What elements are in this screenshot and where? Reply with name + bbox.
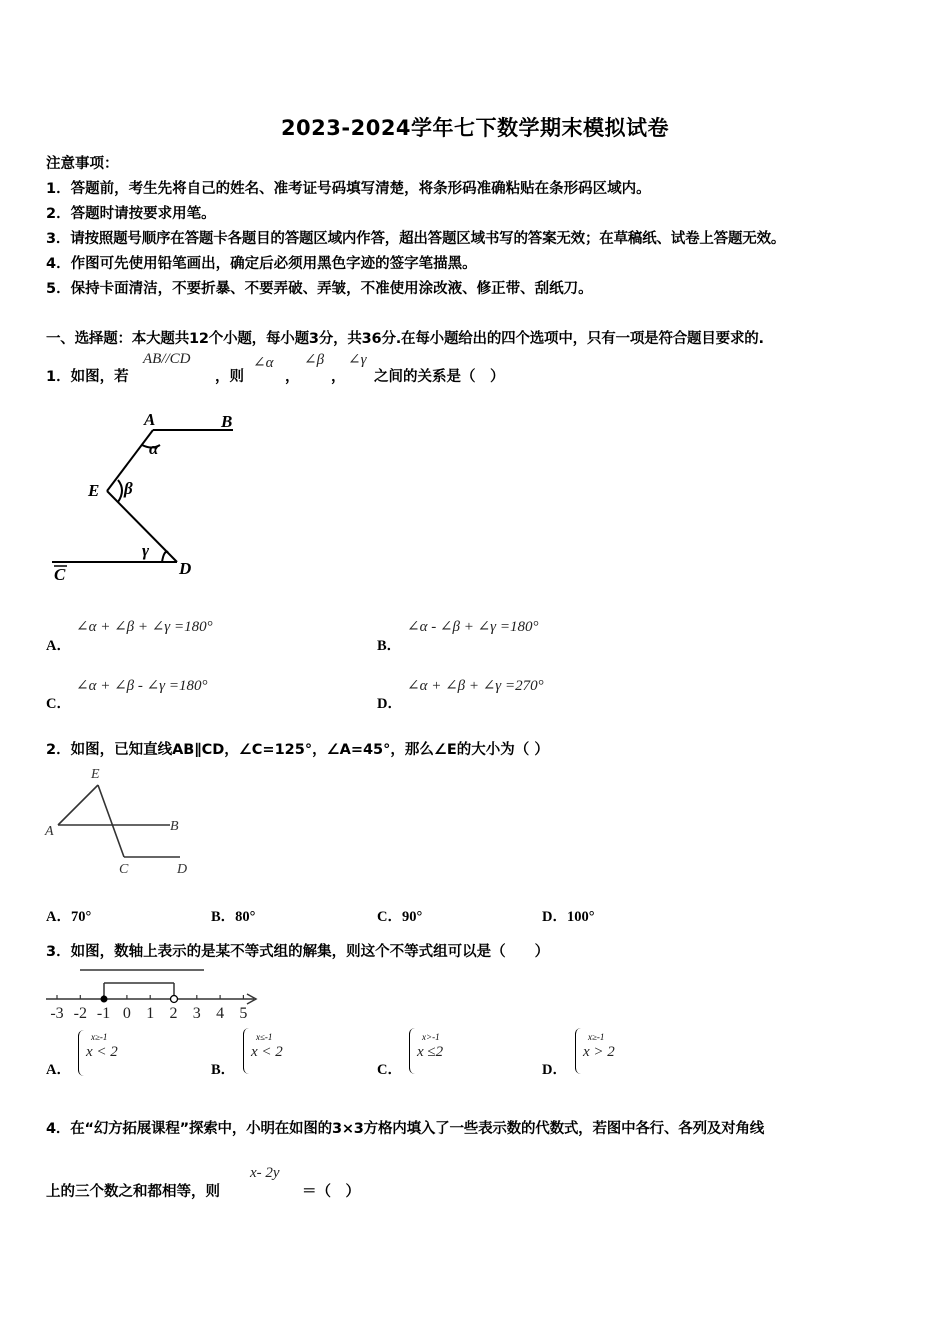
q1-option-b-label[interactable]: B． <box>377 638 402 654</box>
label-b: B <box>221 412 233 431</box>
q1-option-c[interactable]: ∠α + ∠β - ∠γ =180° <box>76 678 208 694</box>
q3-option-d-bottom[interactable]: x > 2 <box>583 1044 615 1060</box>
arc-beta <box>118 480 122 502</box>
q2-option-c[interactable]: C．90° <box>377 909 423 925</box>
label-alpha: α <box>149 439 159 458</box>
label-c: C <box>54 565 66 584</box>
q3-option-a-top: x≥-1 <box>91 1032 108 1042</box>
q3-option-c-bottom[interactable]: x ≤2 <box>417 1044 444 1060</box>
tick-label: -1 <box>96 1005 111 1022</box>
q3-option-d-label[interactable]: D． <box>542 1062 567 1078</box>
q1-sep: ， <box>331 369 346 385</box>
q1-mid: ，则 <box>215 369 244 385</box>
q1-option-a-label[interactable]: A． <box>46 638 71 654</box>
q2-option-b[interactable]: B．80° <box>211 909 256 925</box>
q1-sep: ， <box>285 369 300 385</box>
tick-label: 5 <box>239 1005 248 1022</box>
label-d: D <box>177 862 188 877</box>
label-beta: β <box>124 479 133 498</box>
tick-label: 0 <box>122 1005 131 1022</box>
label-e: E <box>91 767 100 782</box>
q3-option-a-bottom[interactable]: x < 2 <box>86 1044 118 1060</box>
tick-label: 2 <box>169 1005 178 1022</box>
notice-heading: 注意事项： <box>46 156 119 172</box>
page-title: 2023-2024学年七下数学期末模拟试卷 <box>280 116 670 140</box>
q1-option-d-label[interactable]: D． <box>377 696 402 712</box>
label-c: C <box>119 862 129 877</box>
q4-line1: 4．在“幻方拓展课程”探索中，小明在如图的3×3方格内填入了一些表示数的代数式，若图中各行、各列及对角线 <box>46 1121 765 1137</box>
q1-suffix: 之间的关系是（ ） <box>374 369 505 385</box>
q1-option-d[interactable]: ∠α + ∠β + ∠γ =270° <box>407 678 544 694</box>
q1-angle-alpha: ∠α <box>253 355 274 371</box>
q3-option-b-label[interactable]: B． <box>211 1062 236 1078</box>
notice-item: 3．请按照题号顺序在答题卡各题目的答题区域内作答，超出答题区域书写的答案无效；在草稿纸、试卷上答题无效。 <box>46 231 786 247</box>
tick-label: 3 <box>192 1005 201 1022</box>
notice-item: 5．保持卡面清洁，不要折暴、不要弄破、弄皱，不准使用涂改液、修正带、刮纸刀。 <box>46 281 593 297</box>
q1-figure <box>40 400 270 590</box>
q3-option-d-top: x≥-1 <box>588 1032 605 1042</box>
q3-option-b-top: x≤-1 <box>256 1032 273 1042</box>
tick-label: -2 <box>73 1005 87 1022</box>
q2-figure <box>40 762 200 880</box>
label-a: A <box>45 824 54 839</box>
open-point <box>171 996 178 1003</box>
q1-prefix: 1．如图，若 <box>46 369 129 385</box>
q4-expression: x- 2y <box>250 1165 280 1181</box>
q4-line2-suffix: ＝（ ） <box>302 1184 360 1200</box>
notice-item: 1．答题前，考生先将自己的姓名、准考证号码填写清楚，将条形码准确粘贴在条形码区域内。 <box>46 181 651 197</box>
label-b: B <box>170 819 179 834</box>
section-heading: 一、选择题：本大题共12个小题，每小题3分，共36分.在每小题给出的四个选项中，只有一项是符合题目要求的. <box>46 331 764 347</box>
q2-option-a[interactable]: A．70° <box>46 909 92 925</box>
q1-option-b[interactable]: ∠α - ∠β + ∠γ =180° <box>407 619 539 635</box>
tick-label: 1 <box>146 1005 155 1022</box>
q3-option-b-bottom[interactable]: x < 2 <box>251 1044 283 1060</box>
label-gamma: γ <box>142 541 150 560</box>
notice-item: 2．答题时请按要求用笔。 <box>46 206 216 222</box>
notice-item: 4．作图可先使用铅笔画出，确定后必须用黑色字迹的签字笔描黑。 <box>46 256 477 272</box>
q2-option-d[interactable]: D．100° <box>542 909 595 925</box>
q1-angle-gamma: ∠γ <box>348 352 367 368</box>
closed-point <box>101 996 108 1003</box>
q3-option-c-top: x>-1 <box>422 1032 440 1042</box>
q3-text: 3．如图，数轴上表示的是某不等式组的解集，则这个不等式组可以是（ ） <box>46 944 550 960</box>
q4-line2-prefix: 上的三个数之和都相等，则 <box>46 1184 220 1200</box>
q1-option-c-label[interactable]: C． <box>46 696 71 712</box>
label-a: A <box>144 410 156 429</box>
label-d: D <box>179 559 192 578</box>
q2-text: 2．如图，已知直线AB∥CD，∠C=125°，∠A=45°，那么∠E的大小为（ ） <box>46 742 549 758</box>
q1-condition: AB//CD <box>143 351 191 367</box>
tick-label: -3 <box>50 1005 64 1022</box>
q3-option-a-label[interactable]: A． <box>46 1062 71 1078</box>
q1-option-a[interactable]: ∠α + ∠β + ∠γ =180° <box>76 619 213 635</box>
label-e: E <box>88 481 100 500</box>
q3-option-c-label[interactable]: C． <box>377 1062 402 1078</box>
q1-angle-beta: ∠β <box>304 352 325 368</box>
tick-label: 4 <box>216 1005 225 1022</box>
q3-number-line <box>40 962 270 1024</box>
